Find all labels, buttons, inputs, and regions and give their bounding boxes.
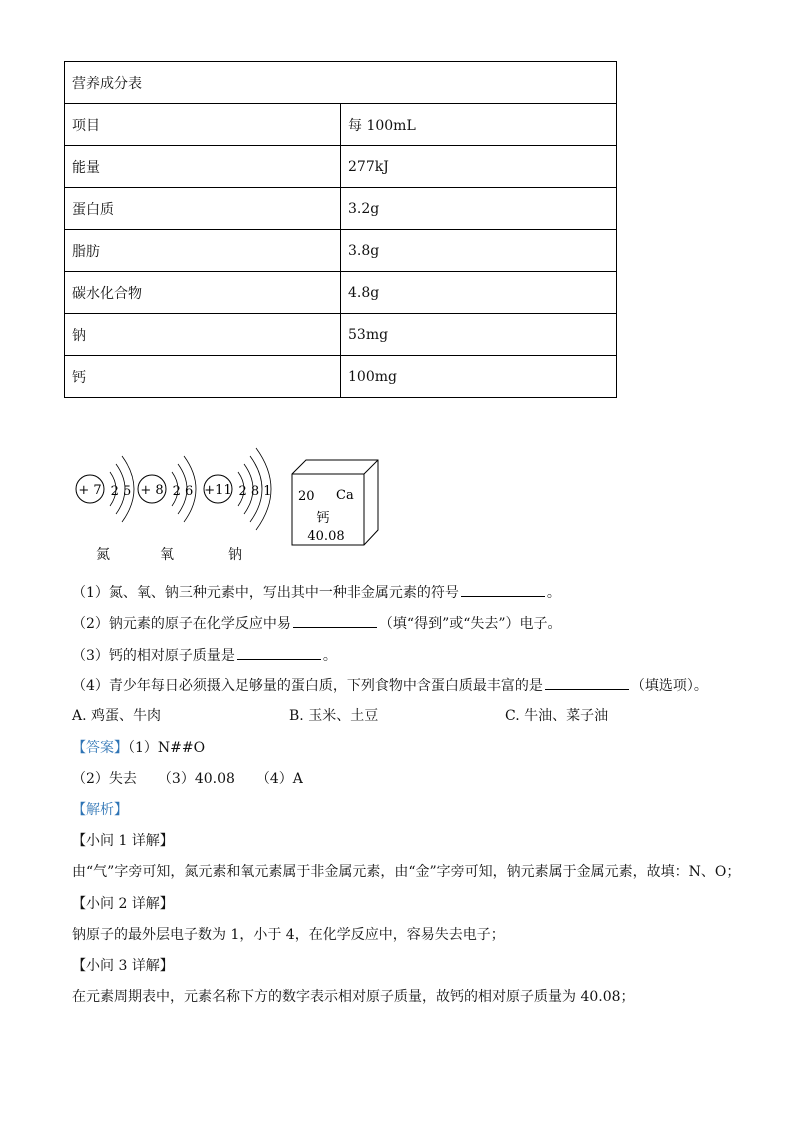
table-cell: 钠 — [65, 314, 341, 356]
table-cell: 4.8g — [341, 272, 617, 314]
question-2 — [72, 613, 562, 634]
question-text: （1）氮、氧、钠三种元素中，写出其中一种非金属元素的符号 — [72, 585, 459, 601]
atomic-number: 20 — [298, 489, 315, 504]
option-b: B. 玉米、土豆 — [289, 708, 379, 724]
analysis-text-1: 由“气”字旁可知，氮元素和氧元素属于非金属元素，由“金”字旁可知，钠元素属于金属元素，故填：N、O； — [72, 864, 741, 880]
atom-structure-diagram — [70, 440, 390, 550]
table-row — [65, 104, 617, 146]
atom-label-oxygen: 氧 — [160, 547, 174, 563]
question-text: （2）钠元素的原子在化学反应中易 — [72, 616, 291, 632]
answer-text: （1）N##O — [128, 740, 206, 756]
analysis-subtitle-1: 【小问 1 详解】 — [72, 833, 174, 849]
table-title-row — [65, 62, 617, 104]
table-cell: 能量 — [65, 146, 341, 188]
table-row — [65, 314, 617, 356]
atom-label-nitrogen: 氮 — [96, 547, 110, 563]
question-text: （3）钙的相对原子质量是 — [72, 648, 235, 664]
table-cell: 53mg — [341, 314, 617, 356]
table-cell: 100mg — [341, 356, 617, 398]
calcium-element-box — [292, 460, 378, 545]
question-text-end: 。 — [322, 648, 337, 664]
nutrition-table — [64, 61, 617, 398]
element-name: 钙 — [316, 511, 330, 526]
table-cell: 蛋白质 — [65, 188, 341, 230]
question-text-end: 。 — [546, 585, 561, 601]
oxygen-atom — [138, 456, 196, 522]
question-4 — [72, 675, 708, 696]
answer-line-1 — [72, 738, 205, 758]
electron-shells: 2 6 — [172, 484, 194, 499]
atom-label-sodium: 钠 — [228, 547, 242, 563]
answer-blank — [545, 675, 629, 690]
question-text-end: （填“得到”或“失去”）电子。 — [378, 616, 562, 632]
answer-label: 【答案】 — [72, 740, 128, 756]
table-cell: 277kJ — [341, 146, 617, 188]
option-a: A. 鸡蛋、牛肉 — [72, 708, 162, 724]
electron-shells: 2 8 1 — [238, 484, 272, 499]
question-text-end: （填选项）。 — [630, 678, 708, 694]
analysis-subtitle-3: 【小问 3 详解】 — [72, 958, 174, 974]
element-symbol: Ca — [336, 488, 354, 503]
answer-blank — [237, 645, 321, 660]
table-cell: 脂肪 — [65, 230, 341, 272]
table-row — [65, 146, 617, 188]
analysis-text-2: 钠原子的最外层电子数为 1，小于 4，在化学反应中，容易失去电子； — [72, 927, 505, 943]
table-row — [65, 188, 617, 230]
question-text: （4）青少年每日必须摄入足够量的蛋白质，下列食物中含蛋白质最丰富的是 — [72, 678, 543, 694]
sodium-atom — [204, 448, 272, 530]
table-row — [65, 356, 617, 398]
option-c: C. 牛油、菜子油 — [505, 708, 609, 724]
answer-line-2: （2）失去 （3）40.08 （4）A — [72, 771, 303, 787]
answer-blank — [293, 613, 377, 628]
analysis-label: 【解析】 — [72, 802, 128, 818]
analysis-text-3: 在元素周期表中，元素名称下方的数字表示相对原子质量，故钙的相对原子质量为 40.08； — [72, 989, 635, 1005]
table-title: 营养成分表 — [65, 62, 617, 104]
electron-shells: 2 5 — [110, 484, 132, 499]
nucleus-charge: + 7 — [78, 483, 102, 498]
table-row — [65, 230, 617, 272]
question-1 — [72, 582, 561, 603]
analysis-subtitle-2: 【小问 2 详解】 — [72, 896, 174, 912]
nitrogen-atom — [76, 456, 134, 522]
table-cell: 每 100mL — [341, 104, 617, 146]
nucleus-charge: +11 — [204, 483, 232, 498]
question-3 — [72, 645, 337, 666]
table-cell: 钙 — [65, 356, 341, 398]
table-cell: 3.2g — [341, 188, 617, 230]
table-cell: 3.8g — [341, 230, 617, 272]
atomic-mass: 40.08 — [307, 529, 345, 544]
table-cell: 项目 — [65, 104, 341, 146]
table-cell: 碳水化合物 — [65, 272, 341, 314]
answer-blank — [461, 582, 545, 597]
table-row — [65, 272, 617, 314]
nucleus-charge: + 8 — [140, 483, 164, 498]
